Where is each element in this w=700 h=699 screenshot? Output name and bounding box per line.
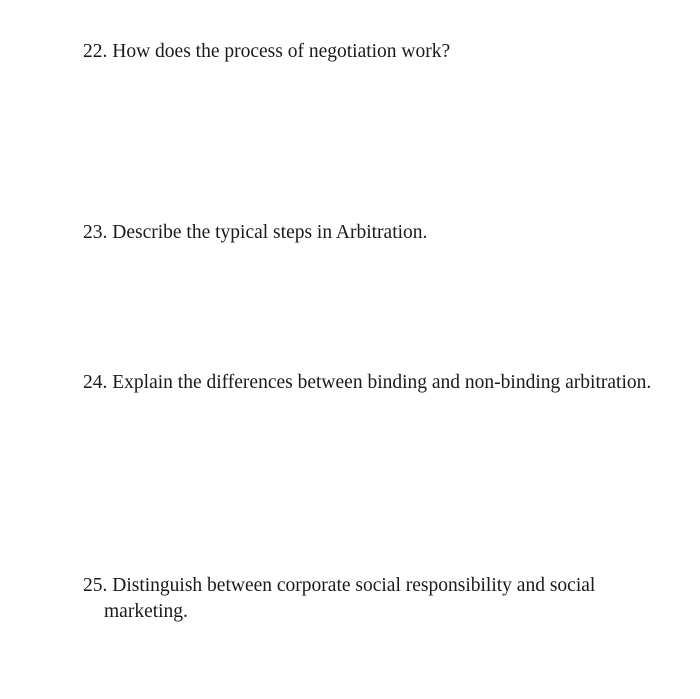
question-number: 23. <box>83 222 108 243</box>
question-24 <box>83 370 664 396</box>
question-22 <box>83 39 664 65</box>
question-25 <box>83 573 664 625</box>
question-number: 25. <box>83 575 108 596</box>
question-text: How does the process of negotiation work? <box>112 41 451 62</box>
question-23 <box>83 220 664 246</box>
question-number: 22. <box>83 41 108 62</box>
question-text: Explain the differences between binding and non-binding arbitration. <box>112 372 652 393</box>
question-text: Describe the typical steps in Arbitration. <box>112 222 428 243</box>
question-text: Distinguish between corporate social responsibility and social marketing. <box>104 575 596 622</box>
question-number: 24. <box>83 372 108 393</box>
